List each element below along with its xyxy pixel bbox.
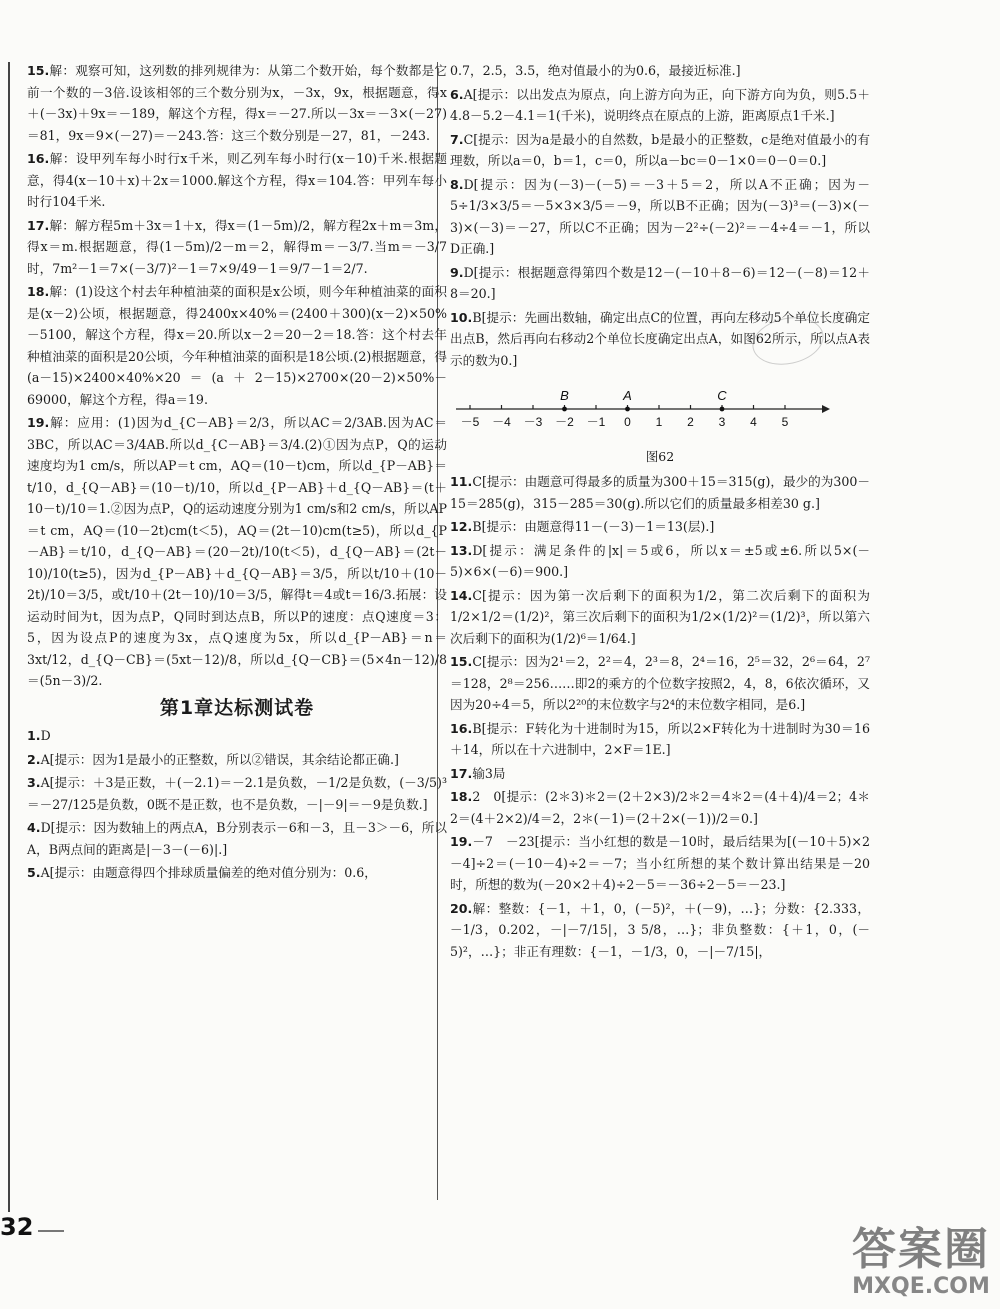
answer-text: 解：(1)设这个村去年种植油菜的面积是x公顷，则今年种植油菜的面积是(x－2)公顷，根据题意，得2400x×40%＝(2400＋300)(x－2)×50%－5100，解这个方程，得x＝20.所以x－2＝20－2＝18.答：这个村去年种植油菜的面积是20公顷，今年种植油菜的面积是18公顷.(2)根据题意，得(a－15)×2400×40%×20＝(a＋2－15)×2700×(20－2)×50%－69000，解这个方程，得a＝19.: [27, 284, 447, 407]
answer-number: 16.: [450, 720, 473, 736]
answer-text: D[提示：根据题意得第四个数是12－(－10＋8－6)＝12－(－8)＝12＋8＝20.]: [450, 264, 870, 301]
answer-number: 8.: [450, 176, 464, 192]
answer-number: 2.: [27, 751, 41, 767]
point-A: [625, 407, 630, 412]
answer-item: [27, 862, 447, 884]
answer-number: 11.: [450, 474, 473, 489]
answer-item: [27, 281, 447, 410]
answer-item: [27, 412, 447, 692]
answer-text: 解：整数：{－1，＋1，0，(－5)²，＋(－9)，…}；分数：{2.333，－1/3，0.202，－|－7/15|，3 5/8，…}；非负整数：{＋1，0，(－5)²，…}；非正有理数：{－1，－1/3，0，－|－7/15|，: [450, 900, 870, 959]
number-line-figure: [450, 377, 870, 444]
answer-item: [450, 84, 870, 127]
answer-number: 17.: [450, 765, 473, 781]
answer-text: D[提示：因为(－3)－(－5)＝－3＋5＝2，所以A不正确；因为－5÷1/3×3/5＝－5×3×3/5＝－9，所以B不正确；因为(－3)³＝(－3)×(－3)×(－3)＝－27，所以C不正确；因为－2²÷(－2)²＝－4÷4＝－1，所以D正确.]: [450, 176, 870, 256]
answer-text: A[提示：以出发点为原点，向上游方向为正，向下游方向为负，则5.5＋4.8－5.2－4.1＝1(千米)，说明终点在原点的上游，距离原点1千米.]: [450, 86, 870, 123]
answer-text: A[提示：由题意得四个排球质量偏差的绝对值分别为：0.6，: [40, 865, 377, 880]
answer-text: －7 －23[提示：当小红想的数是－10时，最后结果为[(－10＋5)×2－4]÷2＝(－10－4)÷2＝－7；当小红所想的某个数计算出结果是－20时，所想的数为(－20×2＋4)÷2－5＝－36÷2－5＝－23.]: [450, 834, 870, 892]
answer-text: 输3局: [472, 765, 506, 781]
right-answer-list-after: [450, 471, 870, 962]
answer-number: 16.: [27, 151, 50, 166]
tick-label: －3: [523, 415, 543, 429]
answer-text: 2 0[提示：(2＊3)＊2＝(2＋2×3)/2＊2＝4＊2＝(4＋4)/4＝2；4＊2＝(4＋2×2)/4＝2，2＊(－1)＝(2＋2×(－1))/2＝0.]: [450, 789, 870, 826]
answer-number: 1.: [27, 728, 41, 743]
answer-text: 解：解方程5m＋3x＝1＋x，得x＝(1－5m)/2，解方程2x＋m＝3m，得x＝m.根据题意，得(1－5m)/2－m＝2，解得m＝－3/7.当m＝－3/7时，7m²－1＝7×(－3/7)²－1＝7×9/49－1＝9/7－1＝2/7.: [27, 217, 447, 276]
point-label: B: [560, 388, 569, 403]
answer-number: 14.: [450, 587, 473, 603]
answer-number: 9.: [450, 264, 464, 280]
figure-caption: 图62: [645, 448, 675, 464]
answer-text: 解：设甲列车每小时行x千米，则乙列车每小时行(x－10)千米.根据题意，得4(x－10＋x)＋2x＝1000.解这个方程，得x＝104.答：甲列车每小时行104千米.: [27, 151, 447, 209]
answer-text: C[提示：由题意可得最多的质量为300＋15＝315(g)，最少的为300－15＝285(g)，315－285＝30(g).所以它们的质量最多相差30 g.]: [450, 474, 870, 511]
watermark-url: MXQE.COM: [852, 1274, 990, 1299]
answer-item: [450, 831, 870, 896]
tick-label: －4: [492, 415, 511, 429]
tick-label: 0: [624, 415, 631, 429]
answer-item: [450, 651, 870, 716]
number-line-svg: [450, 377, 830, 437]
answer-text: D[提示：因为数轴上的两点A，B分别表示－6和－3，且－3＞－6，所以A，B两点间的距离是|－3－(－6)|.]: [27, 820, 447, 857]
section-title: 第1章达标测试卷: [159, 696, 315, 719]
answer-text: 0.7，2.5，3.5，绝对值最小的为0.6，最接近标准.]: [450, 63, 741, 78]
answer-item: [27, 725, 447, 747]
tick-label: 3: [718, 415, 726, 429]
answer-number: 5.: [27, 865, 41, 880]
right-answer-list-before: [450, 60, 870, 371]
answer-item: [450, 516, 870, 538]
page-number-rule: [38, 1230, 64, 1232]
answer-item: [450, 174, 870, 260]
answer-text: C[提示：因为2¹＝2，2²＝4，2³＝8，2⁴＝16，2⁵＝32，2⁶＝64，2⁷＝128，2⁸＝256……即2的乘方的个位数字按照2，4，8，6依次循环，又因为20÷4＝5，所以2²⁰的末位数字与2⁴的末位数字相同，是6.]: [450, 654, 870, 712]
answer-number: 6.: [450, 86, 464, 102]
answer-item: [450, 540, 870, 583]
answer-item: [450, 898, 870, 963]
answer-number: 19.: [27, 415, 50, 430]
answer-item: [450, 262, 870, 305]
answer-number: 20.: [450, 900, 473, 916]
answer-text: B[提示：先画出数轴，确定出点C的位置，再向左移动5个单位长度确定出点B，然后再向右移动2个单位长度确定出点A，如图62所示，所以点A表示的数为0.]: [450, 309, 870, 368]
right-column: [450, 60, 870, 964]
answer-number: 3.: [27, 775, 41, 790]
answer-text: B[提示：F转化为十进制时为15，所以2×F转化为十进制时为30＝16＋14，所以在十六进制中，2×F＝1E.]: [450, 720, 870, 757]
number-line-arrow-icon: [822, 405, 830, 413]
answer-item: [450, 471, 870, 514]
answer-number: 15.: [450, 654, 473, 669]
answer-item: [450, 307, 870, 372]
tick-label: 1: [655, 415, 663, 429]
answer-text: A[提示：＋3是正数，＋(－2.1)＝－2.1是负数，－1/2是负数，(－3/5)³＝－27/125是负数，0既不是正数，也不是负数，－|－9|＝－9是负数.]: [27, 775, 447, 812]
answer-number: 13.: [450, 542, 473, 558]
tick-label: －2: [555, 415, 574, 429]
answer-text: D: [40, 728, 51, 743]
answer-text: 解：应用：(1)因为d_{C－AB}＝2/3，所以AC＝2/3AB.因为AC＝3BC，所以AC＝3/4AB.所以d_{C－AB}＝3/4.(2)①因为点P，Q的运动速度均为1 cm/s，所以AP＝t cm，AQ＝(10－t)cm，所以d_{P－AB}＝t/10，d_{Q－AB}＝(10－t)/10，所以d_{P－AB}＋d_{Q－AB}＝(t＋10－t)/10＝1.②因为点P，Q的运动速度分别为1 cm/s和2 cm/s，所以AP＝t cm，AQ＝(10－2t)cm(t＜5)，AQ＝(2t－10)cm(t≥5)，所以d_{P－AB}＝t/10，d_{Q－AB}＝(20－2t)/10(t＜5)，d_{Q－AB}＝(2t－10)/10(t≥5)，因为d_{P－AB}＋d_{Q－AB}＝3/5，所以t/10＋(10－2t)/10＝3/5，或t/10＋(2t－10)/10＝3/5，解得t＝4或t＝16/3.拓展：设运动时间为t，因为点P，Q同时到达点B，所以P的速度：点Q速度＝3：5，因为设点P的速度为3x，点Q速度为5x，所以d_{P－AB}＝n＝3xt/12，d_{Q－CB}＝(5xt－12)/8，所以d_{Q－CB}＝(5×4n－12)/8＝(5n－3)/2.: [27, 415, 447, 688]
answer-item: [450, 763, 870, 785]
left-margin-bar: [8, 62, 10, 1212]
answer-number: 12.: [450, 519, 473, 534]
answer-text: D[提示：满足条件的|x|＝5或6，所以x＝±5或±6.所以5×(－5)×6×(－6)＝900.]: [450, 542, 870, 579]
answer-item: [450, 585, 870, 650]
answer-number: 19.: [450, 834, 473, 849]
answer-number: 10.: [450, 309, 473, 325]
answer-text: A[提示：因为1是最小的正整数，所以②错误，其余结论都正确.]: [40, 751, 399, 767]
left-answer-list: [27, 60, 447, 692]
watermark-logo-text: 答案圈: [852, 1224, 990, 1275]
tick-label: －5: [460, 415, 480, 429]
answer-item: [27, 148, 447, 213]
answer-number: 18.: [450, 789, 473, 804]
answer-number: 7.: [450, 131, 464, 147]
answer-text: C[提示：因为a是最小的自然数，b是最小的正整数，c是绝对值最小的有理数，所以a＝0，b＝1，c＝0，所以a－bc＝0－1×0＝0－0＝0.]: [450, 131, 870, 168]
answer-item: [27, 772, 447, 815]
answer-item: [27, 215, 447, 280]
left-column: [27, 60, 447, 886]
answer-item: [27, 60, 447, 146]
answer-item: [450, 786, 870, 829]
answer-item: [27, 817, 447, 860]
tick-label: －1: [586, 415, 606, 429]
answer-number: 4.: [27, 820, 41, 835]
tick-label: 5: [781, 415, 789, 429]
page-number: 32: [0, 1213, 34, 1241]
answer-number: 17.: [27, 217, 50, 233]
answer-number: 18.: [27, 284, 50, 299]
tick-label: 4: [750, 415, 757, 429]
answer-text: 解：观察可知，这列数的排列规律为：从第二个数开始，每个数都是它前一个数的－3倍.设该相邻的三个数分别为x，－3x，9x，根据题意，得x＋(－3x)＋9x＝－189，解这个方程，得x＝－27.所以－3x＝－3×(－27)＝81，9x＝9×(－27)＝－243.答：这三个数分别是－27，81，－243.: [27, 63, 447, 143]
answer-number: 15.: [27, 63, 50, 78]
answer-item: [450, 129, 870, 172]
answer-item: [27, 749, 447, 771]
tick-label: 2: [687, 415, 694, 429]
site-watermark: [852, 1226, 990, 1299]
point-label: C: [717, 388, 727, 403]
answer-item: [450, 60, 870, 82]
answer-text: C[提示：因为第一次后剩下的面积为1/2，第二次后剩下的面积为1/2×1/2＝(1/2)²，第三次后剩下的面积为1/2×(1/2)²＝(1/2)³，所以第六次后剩下的面积为(1/2)⁶＝1/64.]: [450, 587, 870, 646]
answer-item: [450, 718, 870, 761]
answer-text: B[提示：由题意得11－(－3)－1＝13(层).]: [472, 519, 715, 534]
point-label: A: [623, 388, 632, 403]
left-answer-list-after: [27, 725, 447, 884]
point-C: [720, 407, 725, 412]
point-B: [562, 407, 567, 412]
